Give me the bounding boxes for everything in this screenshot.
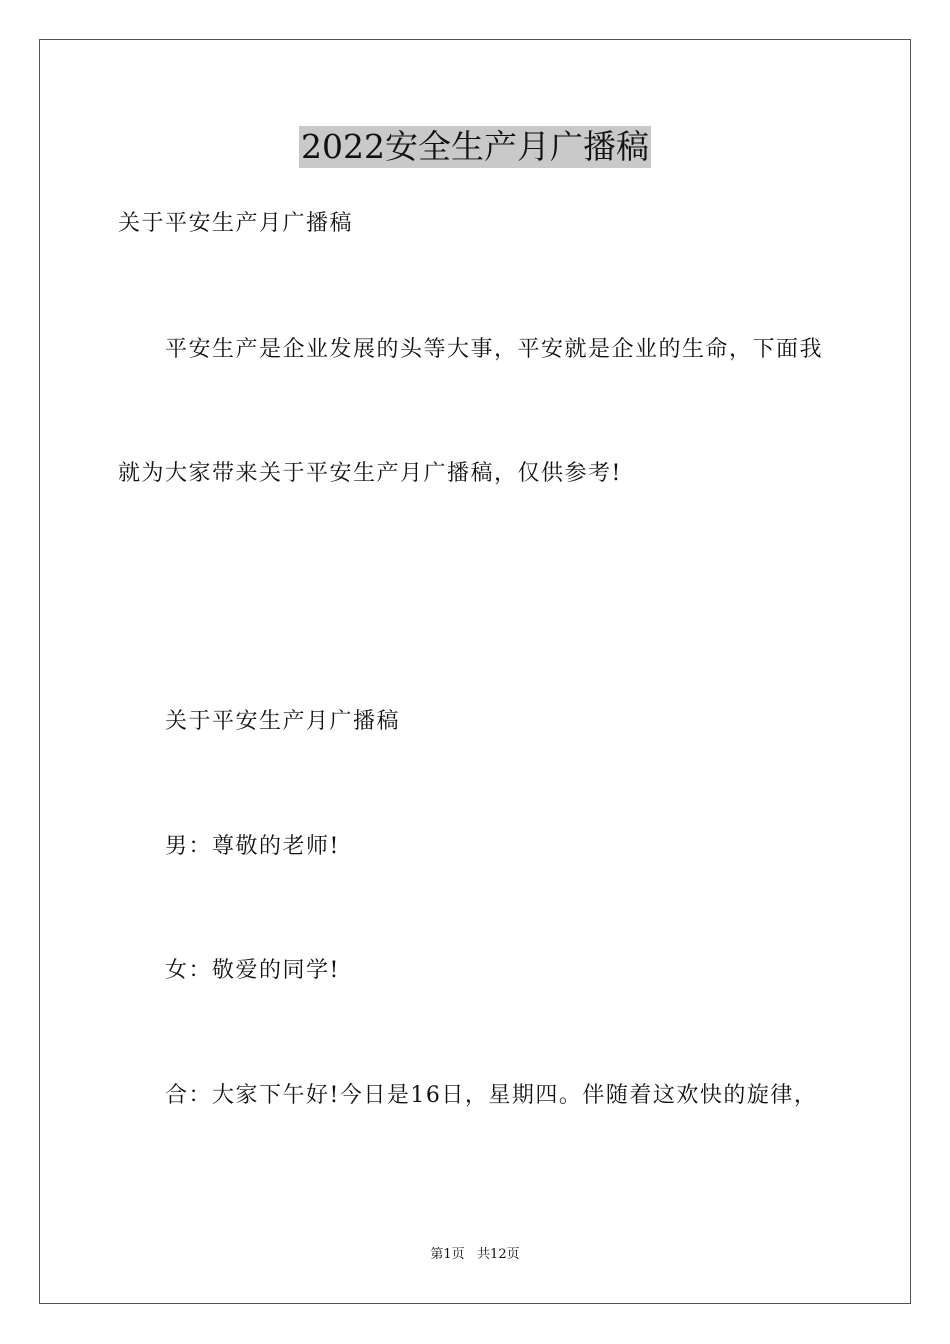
paragraph-line: 合：大家下午好!今日是16日，星期四。伴随着这欢快的旋律， — [165, 1083, 818, 1108]
title-container — [0, 126, 950, 168]
paragraph-line: 女：敬爱的同学! — [165, 958, 340, 983]
paragraph-line: 平安生产是企业发展的头等大事，平安就是企业的生命，下面我 — [165, 337, 824, 362]
paragraph-line: 男：尊敬的老师! — [165, 834, 340, 859]
paragraph-line: 就为大家带来关于平安生产月广播稿，仅供参考! — [118, 461, 622, 486]
paragraph-line: 关于平安生产月广播稿 — [118, 211, 354, 236]
paragraph-line: 关于平安生产月广播稿 — [165, 709, 401, 734]
page-footer: 第1页 共12页 — [430, 1247, 520, 1262]
document-title: 2022安全生产月广播稿 — [301, 127, 649, 166]
